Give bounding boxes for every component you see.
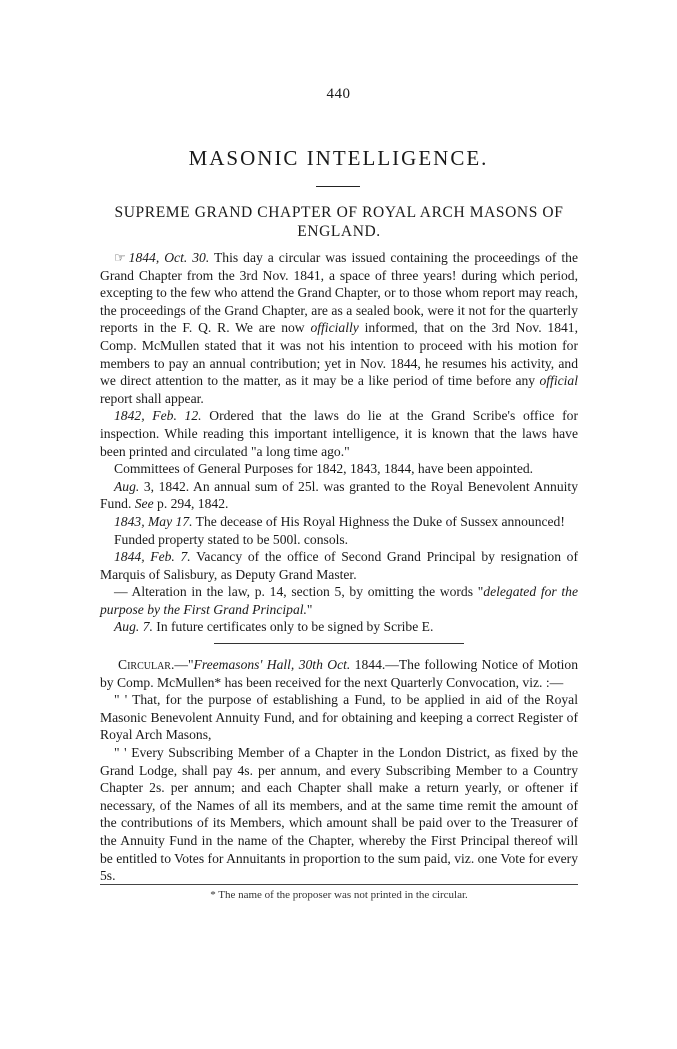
- article-heading: SUPREME GRAND CHAPTER OF ROYAL ARCH MASONS OF ENGLAND.: [114, 204, 564, 240]
- circular-quote-1: " ' That, for the purpose of establishing a Fund, to be applied in aid of the Royal Masonic Benevolent Annuity Fund, and for obtaining and keeping a correct Register of Royal Arch Masons,: [100, 692, 578, 743]
- entry-text: — Alteration in the law, p. 14, section 5, by omitting the words ": [114, 584, 484, 600]
- section-title: MASONIC INTELLIGENCE.: [188, 146, 489, 170]
- entry-text: Vacancy of the office of Second Grand Principal by resignation of Marquis of Salisbury, as Deputy Grand Master.: [100, 549, 578, 582]
- entry-italic: officially: [310, 320, 359, 336]
- entry-1844-oct-30: [100, 249, 578, 407]
- entry-1842-aug-3: [100, 478, 578, 513]
- entry-italic: official: [539, 373, 578, 389]
- article-body: [100, 249, 578, 885]
- entry-text: informed, that on the 3rd Nov. 1841, Comp. McMullen stated that it was not his intention to proceed with his motion for members to pay an annual contribution; yet in Nov. 1844, he resumes his activity, and we direct attention to the matter, as it may be a like period of time before any: [100, 320, 579, 389]
- footnote-rule: [100, 884, 578, 885]
- entry-text: The decease of His Royal Highness the Duke of Sussex announced!: [192, 513, 565, 529]
- section-divider: [214, 643, 464, 644]
- entry-date: 1844, Oct. 30.: [128, 250, 210, 265]
- entry-text: Ordered that the laws do lie at the Grand Scribe's office for inspection. While reading this important intelligence, it is known that the laws have been printed and circulated "a long time ago.": [100, 408, 578, 459]
- entry-text: This day a circular was issued containing the proceedings of the Grand Chapter from the 3rd Nov. 1841, a space of three years! during which period, excepting to the few who attend the Grand Chapter, or to those whom report may reach, the proceedings of the Grand Chapter, are as a sealed book, were it not for the quarterly reports in the F. Q. R. We are now: [100, 250, 578, 336]
- footnote: * The name of the proposer was not printed in the circular.: [210, 889, 468, 901]
- circular-text: 1844.—The following Notice of Motion by Comp. McMullen* has been received for the next Quarterly Convocation, viz. :—: [100, 657, 578, 690]
- entry-text: In future certificates only to be signed by Scribe E.: [152, 619, 434, 635]
- entry-italic: See: [134, 496, 154, 512]
- entry-text: 3, 1842. An annual sum of 25l. was granted to the Royal Benevolent Annuity Fund.: [100, 478, 578, 512]
- circular-quote-2: " ' Every Subscribing Member of a Chapter in the London District, as fixed by the Grand Lodge, shall pay 4s. per annum, and every Subscribing Member to a Country Chapter 2s. per annum; and each Chapter shall make a return yearly, or oftener if necessary, of the Names of all its members, and at the same time remit the amount of the contributions of its Members, which amount shall be paid over to the Treasurer of the Annuity Fund in the name of the Chapter, whereby the First Principal thereof will be entitled to Votes for Annuitants in proportion to the sum paid, viz. one Vote for every 5s.: [100, 745, 578, 884]
- entry-1843-may-17: [100, 513, 578, 531]
- circular-place-date: Freemasons' Hall, 30th Oct.: [193, 657, 351, 673]
- entry-italic: delegated for the purpose by the First Grand Principal.: [100, 584, 578, 617]
- entry-alteration: [100, 583, 578, 618]
- page-number: 440: [326, 86, 351, 102]
- entry-1844-feb-7: [100, 548, 578, 583]
- entry-date: Aug.: [114, 478, 140, 494]
- entry-date: 1842, Feb. 12.: [114, 408, 202, 424]
- entry-date: 1843, May 17.: [114, 513, 193, 529]
- circular-notice: [100, 656, 578, 885]
- pointing-hand-icon: ☞: [114, 250, 126, 265]
- circular-label: Circular.: [118, 657, 175, 673]
- circular-intro: [100, 656, 578, 691]
- entry-funded-property: Funded property stated to be 500l. consols.: [114, 531, 349, 547]
- entry-text: p. 294, 1842.: [153, 496, 229, 512]
- entry-1842-feb-12: [100, 407, 578, 460]
- entry-text: report shall appear.: [100, 390, 204, 406]
- circular-dash: —": [174, 657, 194, 673]
- entry-committees: Committees of General Purposes for 1842, 1843, 1844, have been appointed.: [114, 461, 534, 477]
- entry-aug-7: [100, 618, 578, 636]
- entry-date: Aug. 7.: [114, 619, 153, 635]
- entry-text: ": [306, 601, 313, 617]
- entry-date: 1844, Feb. 7.: [114, 549, 191, 565]
- title-rule: [316, 186, 360, 187]
